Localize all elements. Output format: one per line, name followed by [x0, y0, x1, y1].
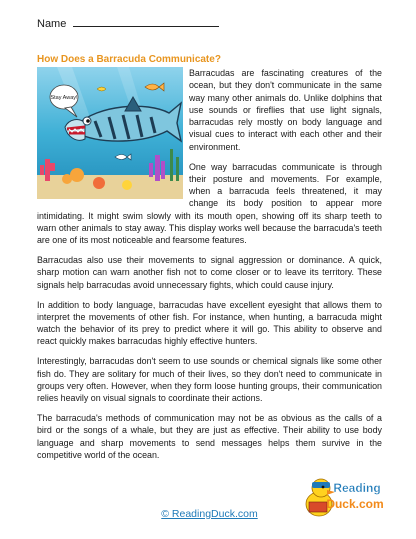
paragraph: Barracudas are fascinating creatures of the ocean, but they don't communicate in the same way many other animals do. Unlike dolphins that use sounds or fireflies that use light signals, barracudas rely mostly on body language and visual cues to interact with each other and their environment.	[189, 68, 382, 152]
logo-line-reading: Reading	[333, 481, 381, 495]
logo-line-duck: Duck.com	[326, 497, 384, 511]
illustration-spacer	[37, 67, 189, 201]
speech-bubble-text: Stay Away!	[50, 95, 78, 101]
name-field-row	[37, 18, 219, 30]
paragraph: One way barracudas communicate is through their posture and movements. For example, when a barracuda feels threatened, it may change its body position to appear more intimidating. It might swim slowly with its mouth open, showing off its sharp teeth to warn other animals to stay away. This display works well because the barracuda's teeth are one of its most noticeable and fearsome features.	[37, 161, 382, 246]
worksheet-title: How Does a Barracuda Communicate?	[37, 54, 221, 65]
worksheet-page	[37, 14, 382, 529]
paragraph: Interestingly, barracudas don't seem to use sounds or chemical signals like some other fish do. They are solitary for much of their lives, so they don't need to communicate in groups very often. However, when they form loose hunting groups, their communication relies heavily on visual signals to coordinate their actions.	[37, 356, 382, 404]
article-body	[37, 67, 382, 469]
paragraph: Barracudas also use their movements to signal aggression or dominance. A quick, sharp motion can warn another fish not to come closer or to leave its territory. These signals help barracudas avoid unnecessary fights, which could cause injury.	[37, 255, 382, 290]
name-blank-line[interactable]	[73, 18, 219, 27]
copyright-link[interactable]: © ReadingDuck.com	[161, 508, 258, 520]
reading-duck-logo	[303, 466, 384, 522]
paragraph: The barracuda's methods of communication may not be as obvious as the calls of a bird or the songs of a whale, but they are just as effective. Their ability to use body language and sharp movements to send messages helps them survive in the competitive world of the ocean.	[37, 412, 382, 460]
paragraph: In addition to body language, barracudas have excellent eyesight that allows them to interpret the movements of other fish. For instance, when hunting, a barracuda might watch the behavior of its prey to predict where it will go. This ability to observe and react quickly makes barracudas highly effective hunters.	[37, 299, 382, 347]
name-label: Name	[37, 18, 67, 30]
